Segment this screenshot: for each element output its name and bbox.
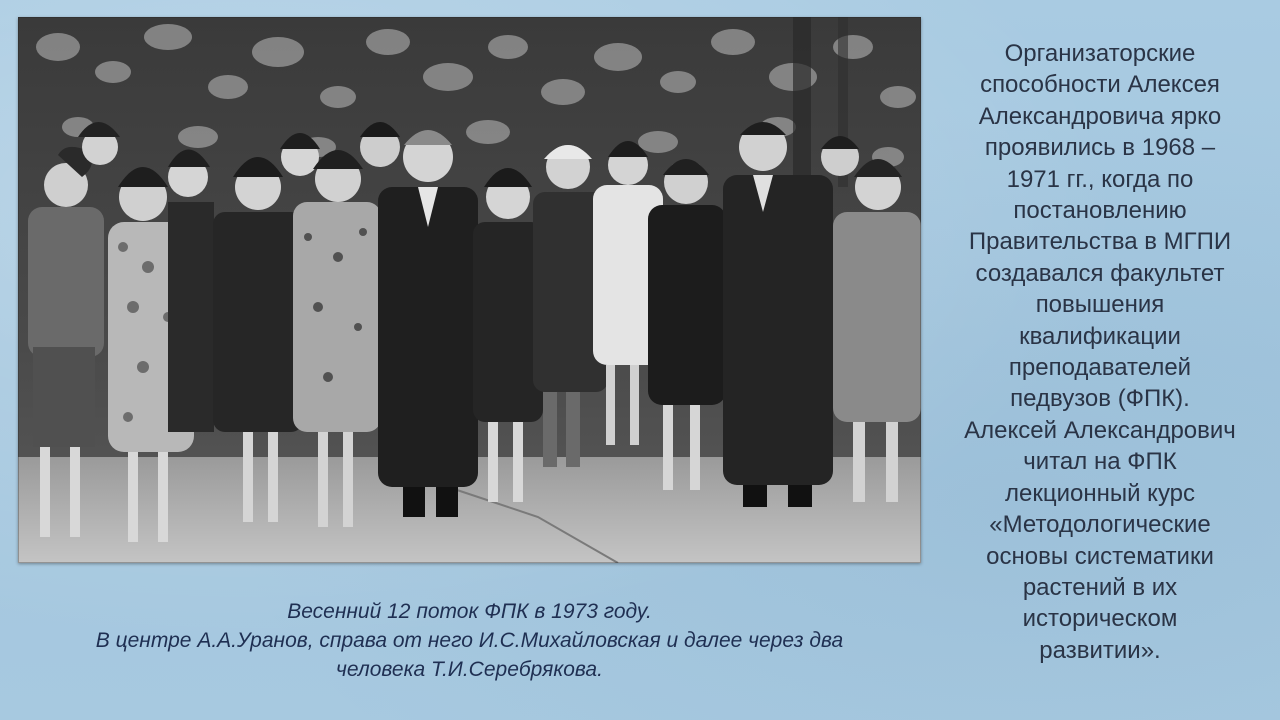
- side-description: [930, 38, 1270, 666]
- side-text-line: основы систематики: [986, 542, 1214, 570]
- photo-illustration: [18, 17, 921, 563]
- side-text-line: проявились в 1968 –: [984, 134, 1216, 162]
- side-text-line: Алексей Александрович: [964, 416, 1236, 444]
- side-text-line: историческом: [1022, 605, 1178, 633]
- side-text-line: лекционный курс: [1004, 479, 1196, 507]
- side-text-line: Правительства в МГПИ: [968, 228, 1232, 256]
- side-text-line: постановлению: [1013, 197, 1187, 225]
- side-text-line: повышения: [1035, 291, 1165, 319]
- side-text-line: преподавателей: [1008, 354, 1192, 382]
- side-text-line: развитии».: [1039, 636, 1161, 664]
- side-text-line: Александровича ярко: [978, 102, 1222, 130]
- caption-line: В центре А.А.Уранов, справа от него И.С.Михайловская и далее через два: [95, 629, 844, 652]
- side-text-line: «Методологические: [989, 511, 1211, 539]
- side-text-line: читал на ФПК: [1023, 448, 1177, 476]
- caption-line: Весенний 12 поток ФПК в 1973 году.: [287, 600, 652, 623]
- side-text-line: педвузов (ФПК).: [1010, 385, 1190, 413]
- side-text-line: способности Алексея: [980, 71, 1220, 99]
- side-text-line: квалификации: [1019, 322, 1181, 350]
- side-text-line: Организаторские: [1004, 40, 1196, 67]
- photo-caption: [18, 597, 921, 684]
- side-text-line: растений в их: [1022, 573, 1178, 601]
- caption-line: человека Т.И.Серебрякова.: [336, 658, 603, 681]
- group-photo: [18, 17, 921, 563]
- side-text-line: создавался факультет: [975, 259, 1225, 287]
- side-text-line: 1971 гг., когда по: [1006, 165, 1194, 193]
